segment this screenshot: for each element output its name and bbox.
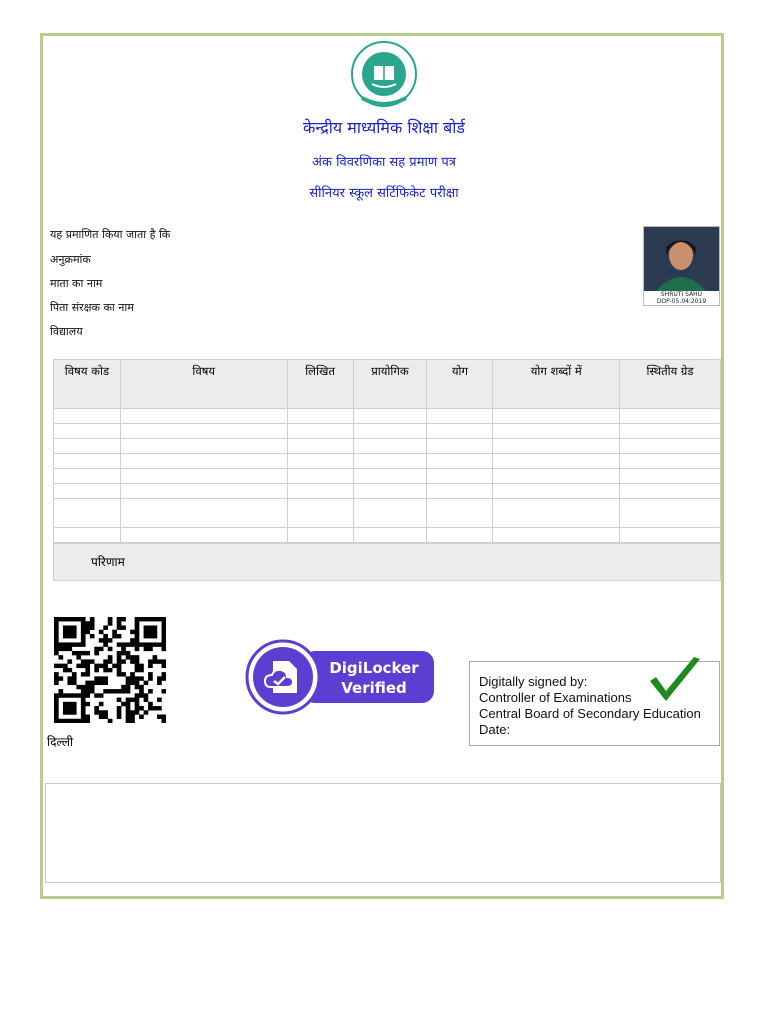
school-label: विद्यालय: [50, 325, 83, 338]
table-row: [54, 499, 721, 528]
certify-line: यह प्रमाणित किया जाता है कि: [50, 228, 171, 241]
board-name: केन्द्रीय माध्यमिक शिक्षा बोर्ड: [303, 118, 465, 137]
header-subject: विषय: [120, 360, 287, 409]
cbse-logo: [348, 40, 420, 112]
table-row: [54, 469, 721, 484]
marks-table: [53, 359, 721, 543]
result-label: परिणाम: [91, 555, 125, 569]
header-subject-code: विषय कोड: [54, 360, 121, 409]
header-total: योग: [427, 360, 493, 409]
table-row: [54, 528, 721, 543]
table-row: [54, 454, 721, 469]
exam-name: सीनियर स्कूल सर्टिफिकेट परीक्षा: [309, 186, 459, 201]
header-positional-grade: स्थितीय ग्रेड: [620, 360, 721, 409]
photo-caption-dop: DOP-05.04.2019: [656, 298, 707, 305]
digilocker-line1: DigiLocker: [329, 659, 419, 677]
table-row: [54, 439, 721, 454]
header-theory: लिखित: [287, 360, 353, 409]
signature-line2: Controller of Examinations: [479, 690, 632, 705]
result-box: [53, 543, 721, 581]
roll-no-label: अनुक्रमांक: [50, 253, 91, 266]
table-row: [54, 424, 721, 439]
mother-name-label: माता का नाम: [50, 277, 103, 290]
table-row: [54, 409, 721, 424]
signature-line4: Date:: [479, 722, 511, 737]
place-label: दिल्ली: [47, 735, 74, 749]
signature-line1: Digitally signed by:: [479, 674, 588, 689]
qr-code: [54, 617, 166, 723]
header-practical: प्रायोगिक: [353, 360, 427, 409]
marks-header-row: [54, 360, 721, 409]
header-total-in-words: योग शब्दों में: [493, 360, 620, 409]
document-title: अंक विवरणिका सह प्रमाण पत्र: [312, 155, 456, 170]
student-photo: [643, 226, 720, 306]
digilocker-line2: Verified: [341, 679, 407, 697]
photo-caption: [644, 291, 719, 305]
remarks-box: [45, 783, 721, 883]
digilocker-verified-badge: [243, 639, 438, 715]
check-icon: [646, 655, 702, 707]
photo-caption-name: SHRUTI SAHU: [660, 291, 703, 298]
father-name-label: पिता संरक्षक का नाम: [50, 301, 134, 314]
student-portrait-image: [644, 227, 719, 291]
table-row: [54, 484, 721, 499]
signature-line3: Central Board of Secondary Education: [479, 706, 701, 721]
